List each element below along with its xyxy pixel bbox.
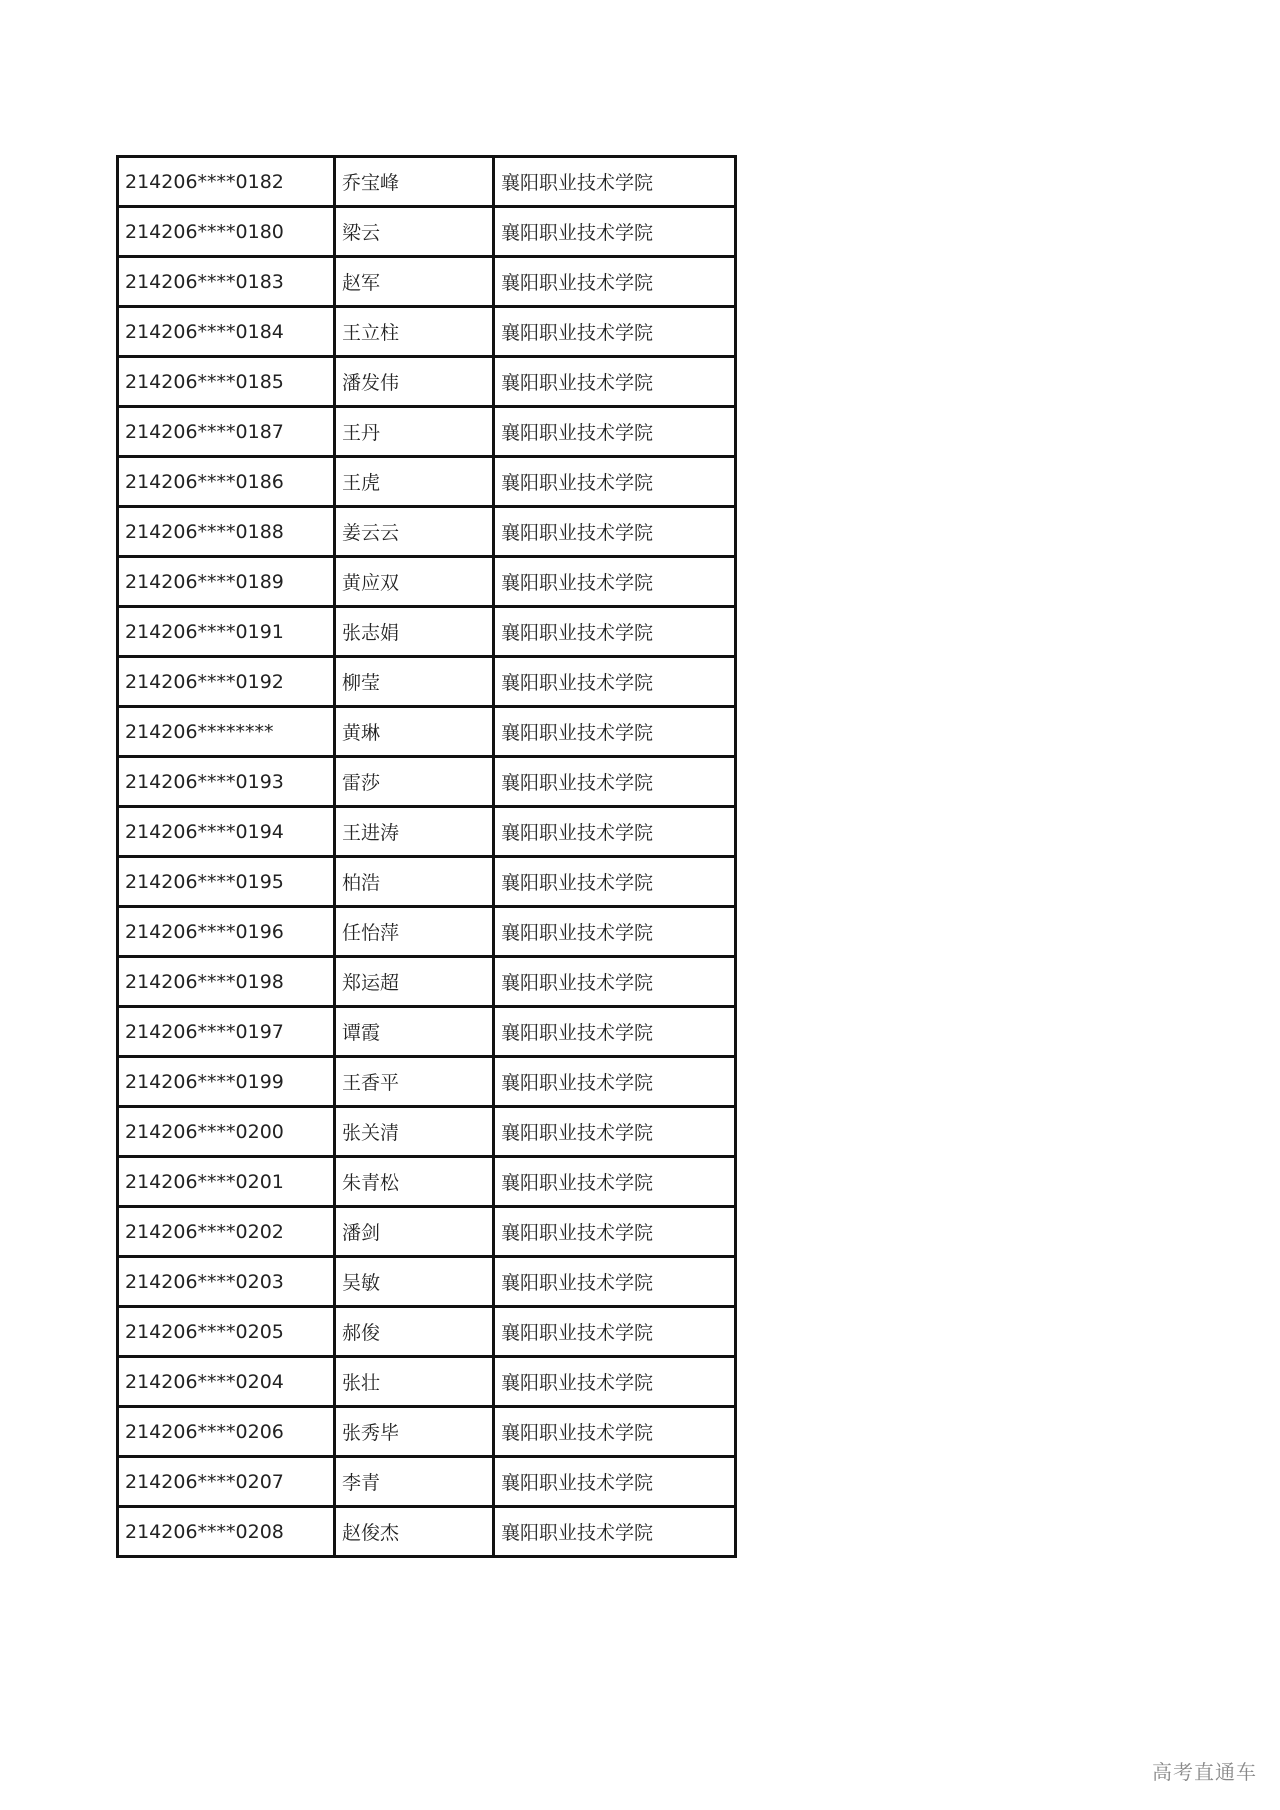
name-cell: 乔宝峰 [335,157,494,207]
name-cell: 朱青松 [335,1157,494,1207]
name-cell: 黄应双 [335,557,494,607]
name-cell: 张志娟 [335,607,494,657]
name-cell: 黄琳 [335,707,494,757]
table-row [118,457,736,507]
name-cell: 王进涛 [335,807,494,857]
id-cell: 214206****0188 [118,507,335,557]
name-cell: 张壮 [335,1357,494,1407]
name-cell: 张关清 [335,1107,494,1157]
school-cell: 襄阳职业技术学院 [494,307,736,357]
school-cell: 襄阳职业技术学院 [494,407,736,457]
table-row [118,557,736,607]
table-row [118,1107,736,1157]
table-row [118,157,736,207]
school-cell: 襄阳职业技术学院 [494,1207,736,1257]
id-cell: 214206****0199 [118,1057,335,1107]
school-cell: 襄阳职业技术学院 [494,207,736,257]
id-cell: 214206****0191 [118,607,335,657]
table-row [118,307,736,357]
school-cell: 襄阳职业技术学院 [494,1457,736,1507]
school-cell: 襄阳职业技术学院 [494,1107,736,1157]
table-row [118,1057,736,1107]
id-cell: 214206****0198 [118,957,335,1007]
id-cell: 214206****0183 [118,257,335,307]
table-row [118,1457,736,1507]
table-row [118,1157,736,1207]
table-row [118,1357,736,1407]
id-cell: 214206****0180 [118,207,335,257]
name-cell: 梁云 [335,207,494,257]
table-row [118,657,736,707]
table-body [118,157,736,1557]
table-row [118,507,736,557]
id-cell: 214206******** [118,707,335,757]
name-cell: 张秀毕 [335,1407,494,1457]
school-cell: 襄阳职业技术学院 [494,657,736,707]
school-cell: 襄阳职业技术学院 [494,1257,736,1307]
table-row [118,757,736,807]
table-row [118,207,736,257]
school-cell: 襄阳职业技术学院 [494,757,736,807]
name-cell: 吴敏 [335,1257,494,1307]
name-cell: 雷莎 [335,757,494,807]
table-row [118,357,736,407]
table-row [118,1307,736,1357]
admission-list-table [116,155,737,1558]
table-row [118,1007,736,1057]
name-cell: 王香平 [335,1057,494,1107]
id-cell: 214206****0206 [118,1407,335,1457]
name-cell: 王丹 [335,407,494,457]
id-cell: 214206****0207 [118,1457,335,1507]
id-cell: 214206****0197 [118,1007,335,1057]
school-cell: 襄阳职业技术学院 [494,1307,736,1357]
table-row [118,607,736,657]
table-row [118,857,736,907]
school-cell: 襄阳职业技术学院 [494,1357,736,1407]
id-cell: 214206****0196 [118,907,335,957]
school-cell: 襄阳职业技术学院 [494,857,736,907]
id-cell: 214206****0205 [118,1307,335,1357]
id-cell: 214206****0200 [118,1107,335,1157]
school-cell: 襄阳职业技术学院 [494,457,736,507]
name-cell: 姜云云 [335,507,494,557]
table-row [118,957,736,1007]
table-row [118,807,736,857]
id-cell: 214206****0184 [118,307,335,357]
school-cell: 襄阳职业技术学院 [494,957,736,1007]
id-cell: 214206****0194 [118,807,335,857]
name-cell: 谭霞 [335,1007,494,1057]
table-row [118,1207,736,1257]
id-cell: 214206****0193 [118,757,335,807]
id-cell: 214206****0192 [118,657,335,707]
id-cell: 214206****0182 [118,157,335,207]
name-cell: 赵军 [335,257,494,307]
school-cell: 襄阳职业技术学院 [494,1507,736,1557]
name-cell: 郝俊 [335,1307,494,1357]
name-cell: 柏浩 [335,857,494,907]
school-cell: 襄阳职业技术学院 [494,1057,736,1107]
id-cell: 214206****0204 [118,1357,335,1407]
school-cell: 襄阳职业技术学院 [494,607,736,657]
table-row [118,1507,736,1557]
school-cell: 襄阳职业技术学院 [494,907,736,957]
id-cell: 214206****0189 [118,557,335,607]
id-cell: 214206****0187 [118,407,335,457]
name-cell: 赵俊杰 [335,1507,494,1557]
table-row [118,1257,736,1307]
table-row [118,257,736,307]
name-cell: 潘发伟 [335,357,494,407]
school-cell: 襄阳职业技术学院 [494,807,736,857]
table-row [118,707,736,757]
school-cell: 襄阳职业技术学院 [494,357,736,407]
name-cell: 李青 [335,1457,494,1507]
name-cell: 潘剑 [335,1207,494,1257]
school-cell: 襄阳职业技术学院 [494,157,736,207]
name-cell: 王立柱 [335,307,494,357]
id-cell: 214206****0185 [118,357,335,407]
watermark: 高考直通车 [1152,1760,1257,1784]
school-cell: 襄阳职业技术学院 [494,1407,736,1457]
school-cell: 襄阳职业技术学院 [494,257,736,307]
school-cell: 襄阳职业技术学院 [494,1007,736,1057]
school-cell: 襄阳职业技术学院 [494,507,736,557]
school-cell: 襄阳职业技术学院 [494,557,736,607]
name-cell: 任怡萍 [335,907,494,957]
id-cell: 214206****0203 [118,1257,335,1307]
name-cell: 柳莹 [335,657,494,707]
id-cell: 214206****0208 [118,1507,335,1557]
id-cell: 214206****0186 [118,457,335,507]
id-cell: 214206****0201 [118,1157,335,1207]
school-cell: 襄阳职业技术学院 [494,707,736,757]
table-row [118,407,736,457]
name-cell: 郑运超 [335,957,494,1007]
table-row [118,1407,736,1457]
table-row [118,907,736,957]
school-cell: 襄阳职业技术学院 [494,1157,736,1207]
id-cell: 214206****0202 [118,1207,335,1257]
id-cell: 214206****0195 [118,857,335,907]
name-cell: 王虎 [335,457,494,507]
